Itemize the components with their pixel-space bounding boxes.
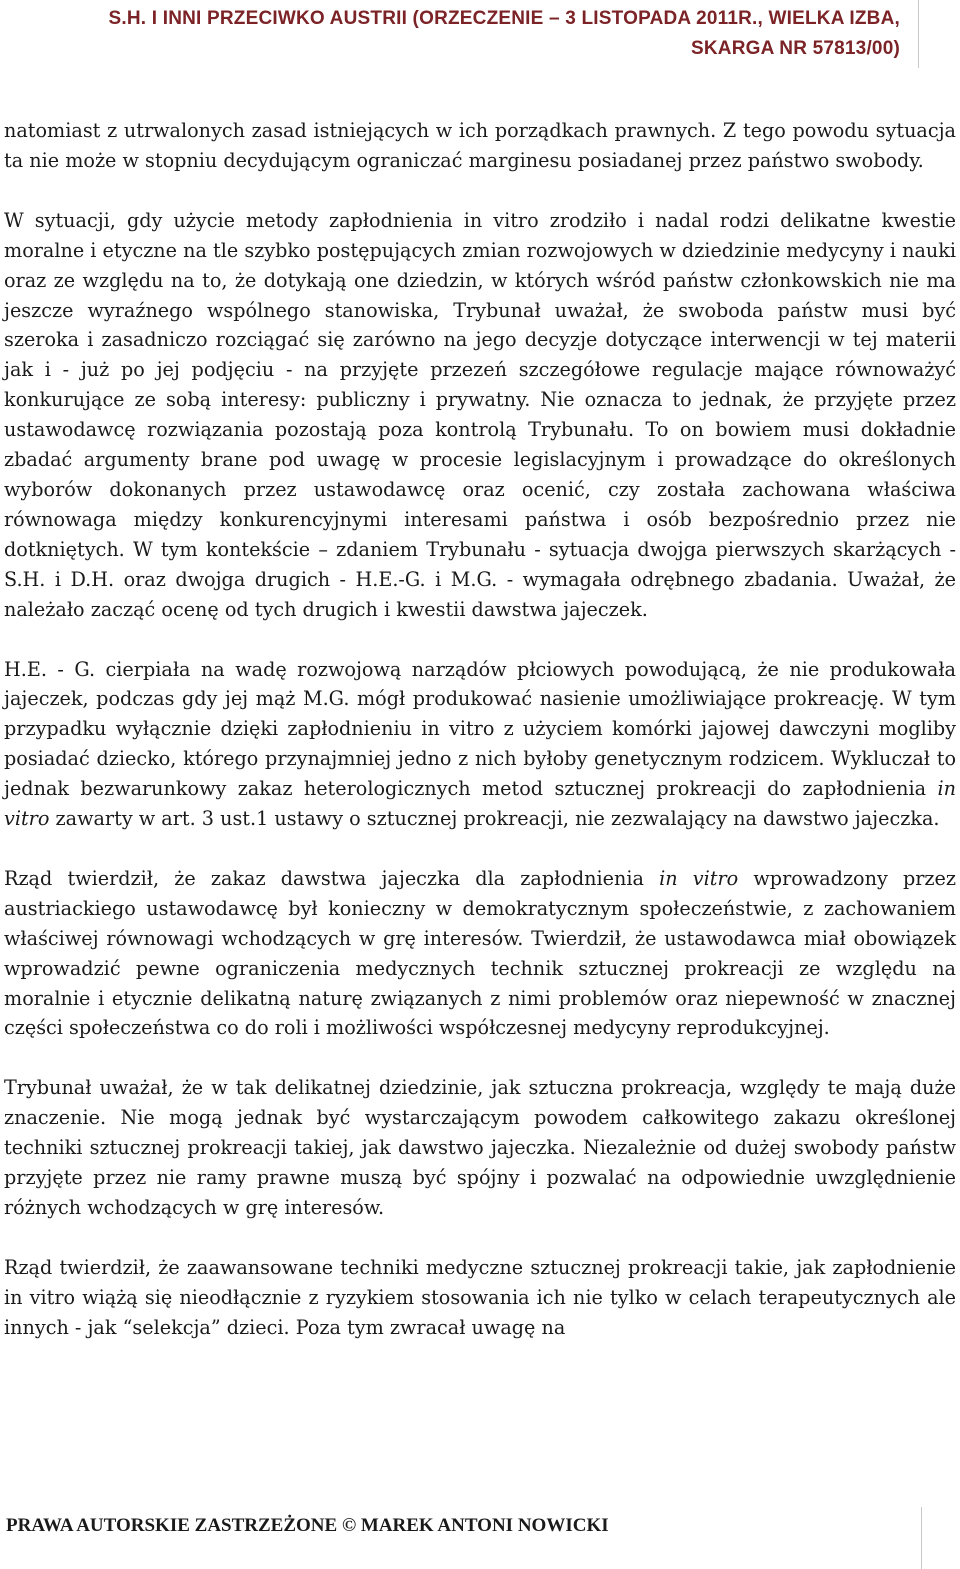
paragraph: W sytuacji, gdy użycie metody zapłodnienia in vitro zrodziło i nadal rodzi delikatne kwestie moralne i etyczne na tle szybko postępujących zmian rozwojowych w dziedzinie medycyny i nauki oraz ze względu na to, że dotykają one dziedzin, w których wśród państw członkowskich nie ma jeszcze wyraźnego wspólnego stanowiska, Trybunał uważał, że swoboda państw musi być szeroka i zasadniczo rozciągać się zarówno na jego decyzje dotyczące interwencji w tej materii jak i - już po jej podjęciu - na przyjęte przezeń szczegółowe regulacje mające równoważyć konkurujące ze sobą interesy: publiczny i prywatny. Nie oznacza to jednak, że przyjęte przez ustawodawcę rozwiązania pozostają poza kontrolą Trybunału. To on bowiem musi dokładnie zbadać argumenty brane pod uwagę w procesie legislacyjnym i prowadzące do określonych wyborów dokonanych przez ustawodawcę oraz ocenić, czy została zachowana właściwa równowaga między konkurencyjnymi interesami państwa i osób bezpośrednio przez nie dotkniętych. W tym kontekście – zdaniem Trybunału - sytuacja dwojga pierwszych skarżących - S.H. i D.H. oraz dwojga drugich - H.E.-G. i M.G. - wymagała odrębnego zbadania. Uważał, że należało zacząć ocenę od tych drugich i kwestii dawstwa jajeczek. <box>4 208 956 621</box>
paragraph-text: zawarty w art. 3 ust.1 ustawy o sztucznej prokreacji, nie zezwalający na dawstwo jajeczka. <box>49 807 940 831</box>
paragraph: Rząd twierdził, że zaawansowane techniki medyczne sztucznej prokreacji takie, jak zapłodnienie in vitro wiążą się nieodłącznie z ryzykiem stosowania ich nie tylko w celach terapeutycznych ale innych - jak “selekcja” dzieci. Poza tym zwracał uwagę na <box>4 1255 956 1339</box>
paragraph-text: H.E. - G. cierpiała na wadę rozwojową narządów płciowych powodującą, że nie produkowała jajeczek, podczas gdy jej mąż M.G. mógł produkować nasienie umożliwiające prokreację. W tym przypadku wyłącznie dzięki zapłodnieniu in vitro z użyciem komórki jajowej dawczyni mogliby posiadać dziecko, którego przynajmniej jedno z nich byłoby genetycznym rodzicem. Wykluczał to jednak bezwarunkowy zakaz heterologicznych metod sztucznej prokreacji do zapłodnienia <box>4 657 956 801</box>
header-title-line-2: SKARGA NR 57813/00) <box>690 38 900 59</box>
running-header <box>0 0 919 68</box>
paragraph: natomiast z utrwalonych zasad istniejących w ich porządkach prawnych. Z tego powodu sytuacja ta nie może w stopniu decydującym ograniczać marginesu posiadanej przez państwo swobody. <box>4 119 956 172</box>
paragraph-text: wprowadzony przez austriackiego ustawodawcę był konieczny w demokratycznym społeczeństwie, z zachowaniem właściwej równowagi wchodzących w grę interesów. Twierdził, że ustawodawca miał obowiązek wprowadzić pewne ograniczenia medycznych technik sztucznej prokreacji ze względu na moralnie i etycznie delikatną naturę związanych z nimi problemów oraz niepewność w znacznej części społeczeństwa co do roli i możliwości współczesnej medycyny reprodukcyjnej. <box>4 866 956 1040</box>
paragraph <box>4 864 956 1043</box>
italic-term: in vitro <box>4 777 956 831</box>
header-title-line-1: S.H. I INNI PRZECIWKO AUSTRII (ORZECZENIE – 3 LISTOPADA 2011R., WIELKA IZBA, <box>108 8 900 29</box>
page-corner-mark <box>921 1507 932 1569</box>
italic-term: in vitro <box>659 866 739 890</box>
paragraph <box>4 655 956 834</box>
paragraph: Trybunał uważał, że w tak delikatnej dziedzinie, jak sztuczna prokreacja, względy te mają duże znaczenie. Nie mogą jednak być wystarczającym powodem całkowitego zakazu określonej techniki sztucznej prokreacji takiej, jak dawstwo jajeczka. Niezależnie od dużej swobody państw przyjęte przez nie ramy prawne muszą być spójny i pozwalać na odpowiednie uwzględnienie różnych wchodzących w grę interesów. <box>4 1076 956 1219</box>
copyright-footer: PRAWA AUTORSKIE ZASTRZEŻONE © MAREK ANTONI NOWICKI <box>6 1515 609 1536</box>
paragraph-text: Rząd twierdził, że zakaz dawstwa jajeczka dla zapłodnienia <box>4 866 660 890</box>
document-body <box>4 116 956 1343</box>
